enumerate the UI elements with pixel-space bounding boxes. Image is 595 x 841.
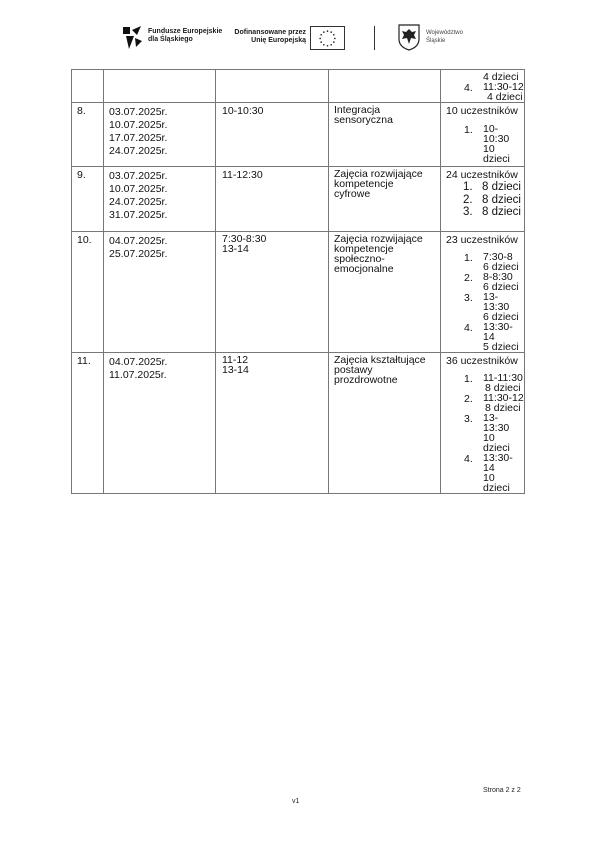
slot-kids: 10 dzieci [483, 432, 510, 454]
hours: 10-10:30 [222, 105, 264, 117]
cell-activity [329, 167, 441, 232]
cell-dates [104, 353, 216, 494]
participant-slot [446, 413, 524, 453]
slot-number: 3. [464, 413, 473, 425]
group-size: 8 dzieci [482, 206, 521, 218]
slot-time: 13-13:30 [483, 291, 510, 313]
cell-activity [329, 353, 441, 494]
date: 31.07.2025r. [109, 209, 168, 221]
slot-kids: 6 dzieci [483, 261, 519, 273]
slot-time: 10-10:30 [483, 123, 510, 145]
table-row [72, 167, 525, 232]
activity-line: społeczno- [334, 253, 385, 265]
date: 03.07.2025r. [109, 106, 168, 118]
slot-kids: 6 dzieci [483, 281, 519, 293]
cell-hours [216, 103, 329, 167]
activity-line: Zajęcia kształtujące [334, 354, 426, 366]
date: 24.07.2025r. [109, 196, 168, 208]
group-number: 3. [463, 206, 473, 218]
cell-no: 11. [72, 353, 104, 494]
slot-number: 2. [464, 272, 473, 284]
group-size: 8 dzieci [482, 181, 521, 193]
participants-total: 24 uczestników [446, 169, 518, 181]
slot-kids: 10 dzieci [483, 472, 510, 494]
slot-time: 11-11:30 [483, 372, 523, 384]
cell-participants [441, 232, 525, 353]
cell-no: 8. [72, 103, 104, 167]
slot-time: 7:30-8 [483, 251, 513, 263]
date: 25.07.2025r. [109, 248, 168, 260]
hours: 11-12 [222, 354, 249, 366]
date: 10.07.2025r. [109, 119, 168, 131]
cell-hours [216, 353, 329, 494]
document-version: v1 [292, 798, 300, 805]
slot-number: 4. [464, 453, 473, 465]
slot-number: 2. [464, 393, 473, 405]
activity-line: cyfrowe [334, 188, 371, 200]
cell-no [72, 70, 104, 103]
schedule-table [71, 69, 525, 494]
slot-time: 11:30-12 [483, 81, 524, 93]
slot-number: 1. [464, 373, 473, 385]
cell-hours [216, 232, 329, 353]
table-row [72, 232, 525, 353]
region-logo-line-2: Śląskie [426, 38, 446, 44]
fe-star-icon [120, 24, 144, 50]
cell-participants [441, 103, 525, 167]
group-number: 2. [463, 193, 473, 206]
participant-slot [446, 252, 524, 272]
page-number: Strona 2 z 2 [483, 787, 521, 794]
slot-kids: 8 dzieci [485, 402, 521, 414]
region-logo-line-1: Województwo [426, 30, 463, 36]
slot-number: 1. [464, 124, 473, 136]
slot-kids: 4 dzieci [487, 91, 523, 103]
eagle-crest-icon [398, 24, 420, 51]
participant-slot [446, 82, 524, 102]
slot-kids: 5 dzieci [483, 341, 519, 353]
hours: 11-12:30 [222, 169, 263, 181]
participant-slot [446, 292, 524, 322]
activity-line: emocjonalne [334, 263, 394, 275]
date: 04.07.2025r. [109, 235, 168, 247]
group-item [446, 181, 524, 194]
activity-line: prozdrowotne [334, 374, 398, 386]
cell-participants [441, 353, 525, 494]
date: 17.07.2025r. [109, 132, 168, 144]
cell-no: 10. [72, 232, 104, 353]
cell-participants [441, 70, 525, 103]
participants-total: 23 uczestników [446, 234, 518, 246]
participant-slot [446, 393, 524, 413]
activity-line: Integracja [334, 104, 381, 116]
date: 04.07.2025r. [109, 356, 168, 368]
fundusze-europejskie-logo [118, 22, 228, 52]
date: 10.07.2025r. [109, 183, 168, 195]
cell-dates [104, 232, 216, 353]
slot-time: 11:30-12 [483, 392, 524, 404]
eu-flag-icon [310, 26, 345, 50]
cell-dates [104, 70, 216, 103]
slot-number: 1. [464, 252, 473, 264]
group-size: 8 dzieci [482, 193, 521, 206]
participant-slot [446, 453, 524, 493]
group-item [446, 194, 524, 207]
date: 11.07.2025r. [109, 369, 167, 381]
slot-kids: 8 dzieci [485, 382, 521, 394]
participant-slot [446, 124, 524, 164]
table-row [72, 353, 525, 494]
slot-number: 3. [464, 292, 473, 304]
slot-number: 4. [464, 82, 473, 94]
cell-dates [104, 103, 216, 167]
group-item [446, 206, 524, 219]
activity-line: kompetencje [334, 243, 394, 255]
cell-hours [216, 167, 329, 232]
slot-time: 13-13:30 [483, 412, 510, 434]
eu-logo-line-2: Unię Europejską [251, 37, 306, 44]
cell-dates [104, 167, 216, 232]
logo-separator [374, 26, 375, 50]
slot-time: 8-8:30 [483, 271, 513, 283]
hours: 13-14 [222, 364, 249, 376]
date: 24.07.2025r. [109, 145, 168, 157]
cell-no: 9. [72, 167, 104, 232]
slot-number: 4. [464, 322, 473, 334]
date: 03.07.2025r. [109, 170, 168, 182]
participants-total: 10 uczestników [446, 105, 518, 117]
table-row-continuation [72, 70, 525, 103]
cell-activity [329, 70, 441, 103]
hours: 13-14 [222, 243, 249, 255]
cell-participants [441, 167, 525, 232]
hours: 7:30-8:30 [222, 233, 267, 245]
fe-logo-line-1: Fundusze Europejskie [148, 28, 223, 35]
table-row [72, 103, 525, 167]
logo-bar [118, 22, 488, 56]
slot-kids: 4 dzieci [483, 71, 519, 83]
slot-time: 13:30-14 [483, 452, 513, 474]
participant-slot [446, 272, 524, 292]
activity-line: sensoryczna [334, 114, 393, 126]
activity-line: Zajęcia rozwijające [334, 168, 423, 180]
participant-slot [446, 373, 524, 393]
slot-kids: 10 dzieci [483, 143, 510, 165]
slot-time: 13:30-14 [483, 321, 513, 343]
slot-kids: 6 dzieci [483, 311, 519, 323]
eu-logo-line-1: Dofinansowane przez [234, 29, 306, 36]
cell-activity [329, 103, 441, 167]
activity-line: postawy [334, 364, 373, 376]
group-number: 1. [463, 181, 473, 193]
activity-line: Zajęcia rozwijające [334, 233, 423, 245]
participant-slot [446, 322, 524, 352]
eu-logo [232, 22, 356, 52]
cell-hours [216, 70, 329, 103]
participants-total: 36 uczestników [446, 355, 518, 367]
activity-line: kompetencje [334, 178, 394, 190]
fe-logo-line-2: dla Śląskiego [148, 36, 193, 43]
cell-activity [329, 232, 441, 353]
wojewodztwo-slaskie-logo [398, 24, 488, 54]
